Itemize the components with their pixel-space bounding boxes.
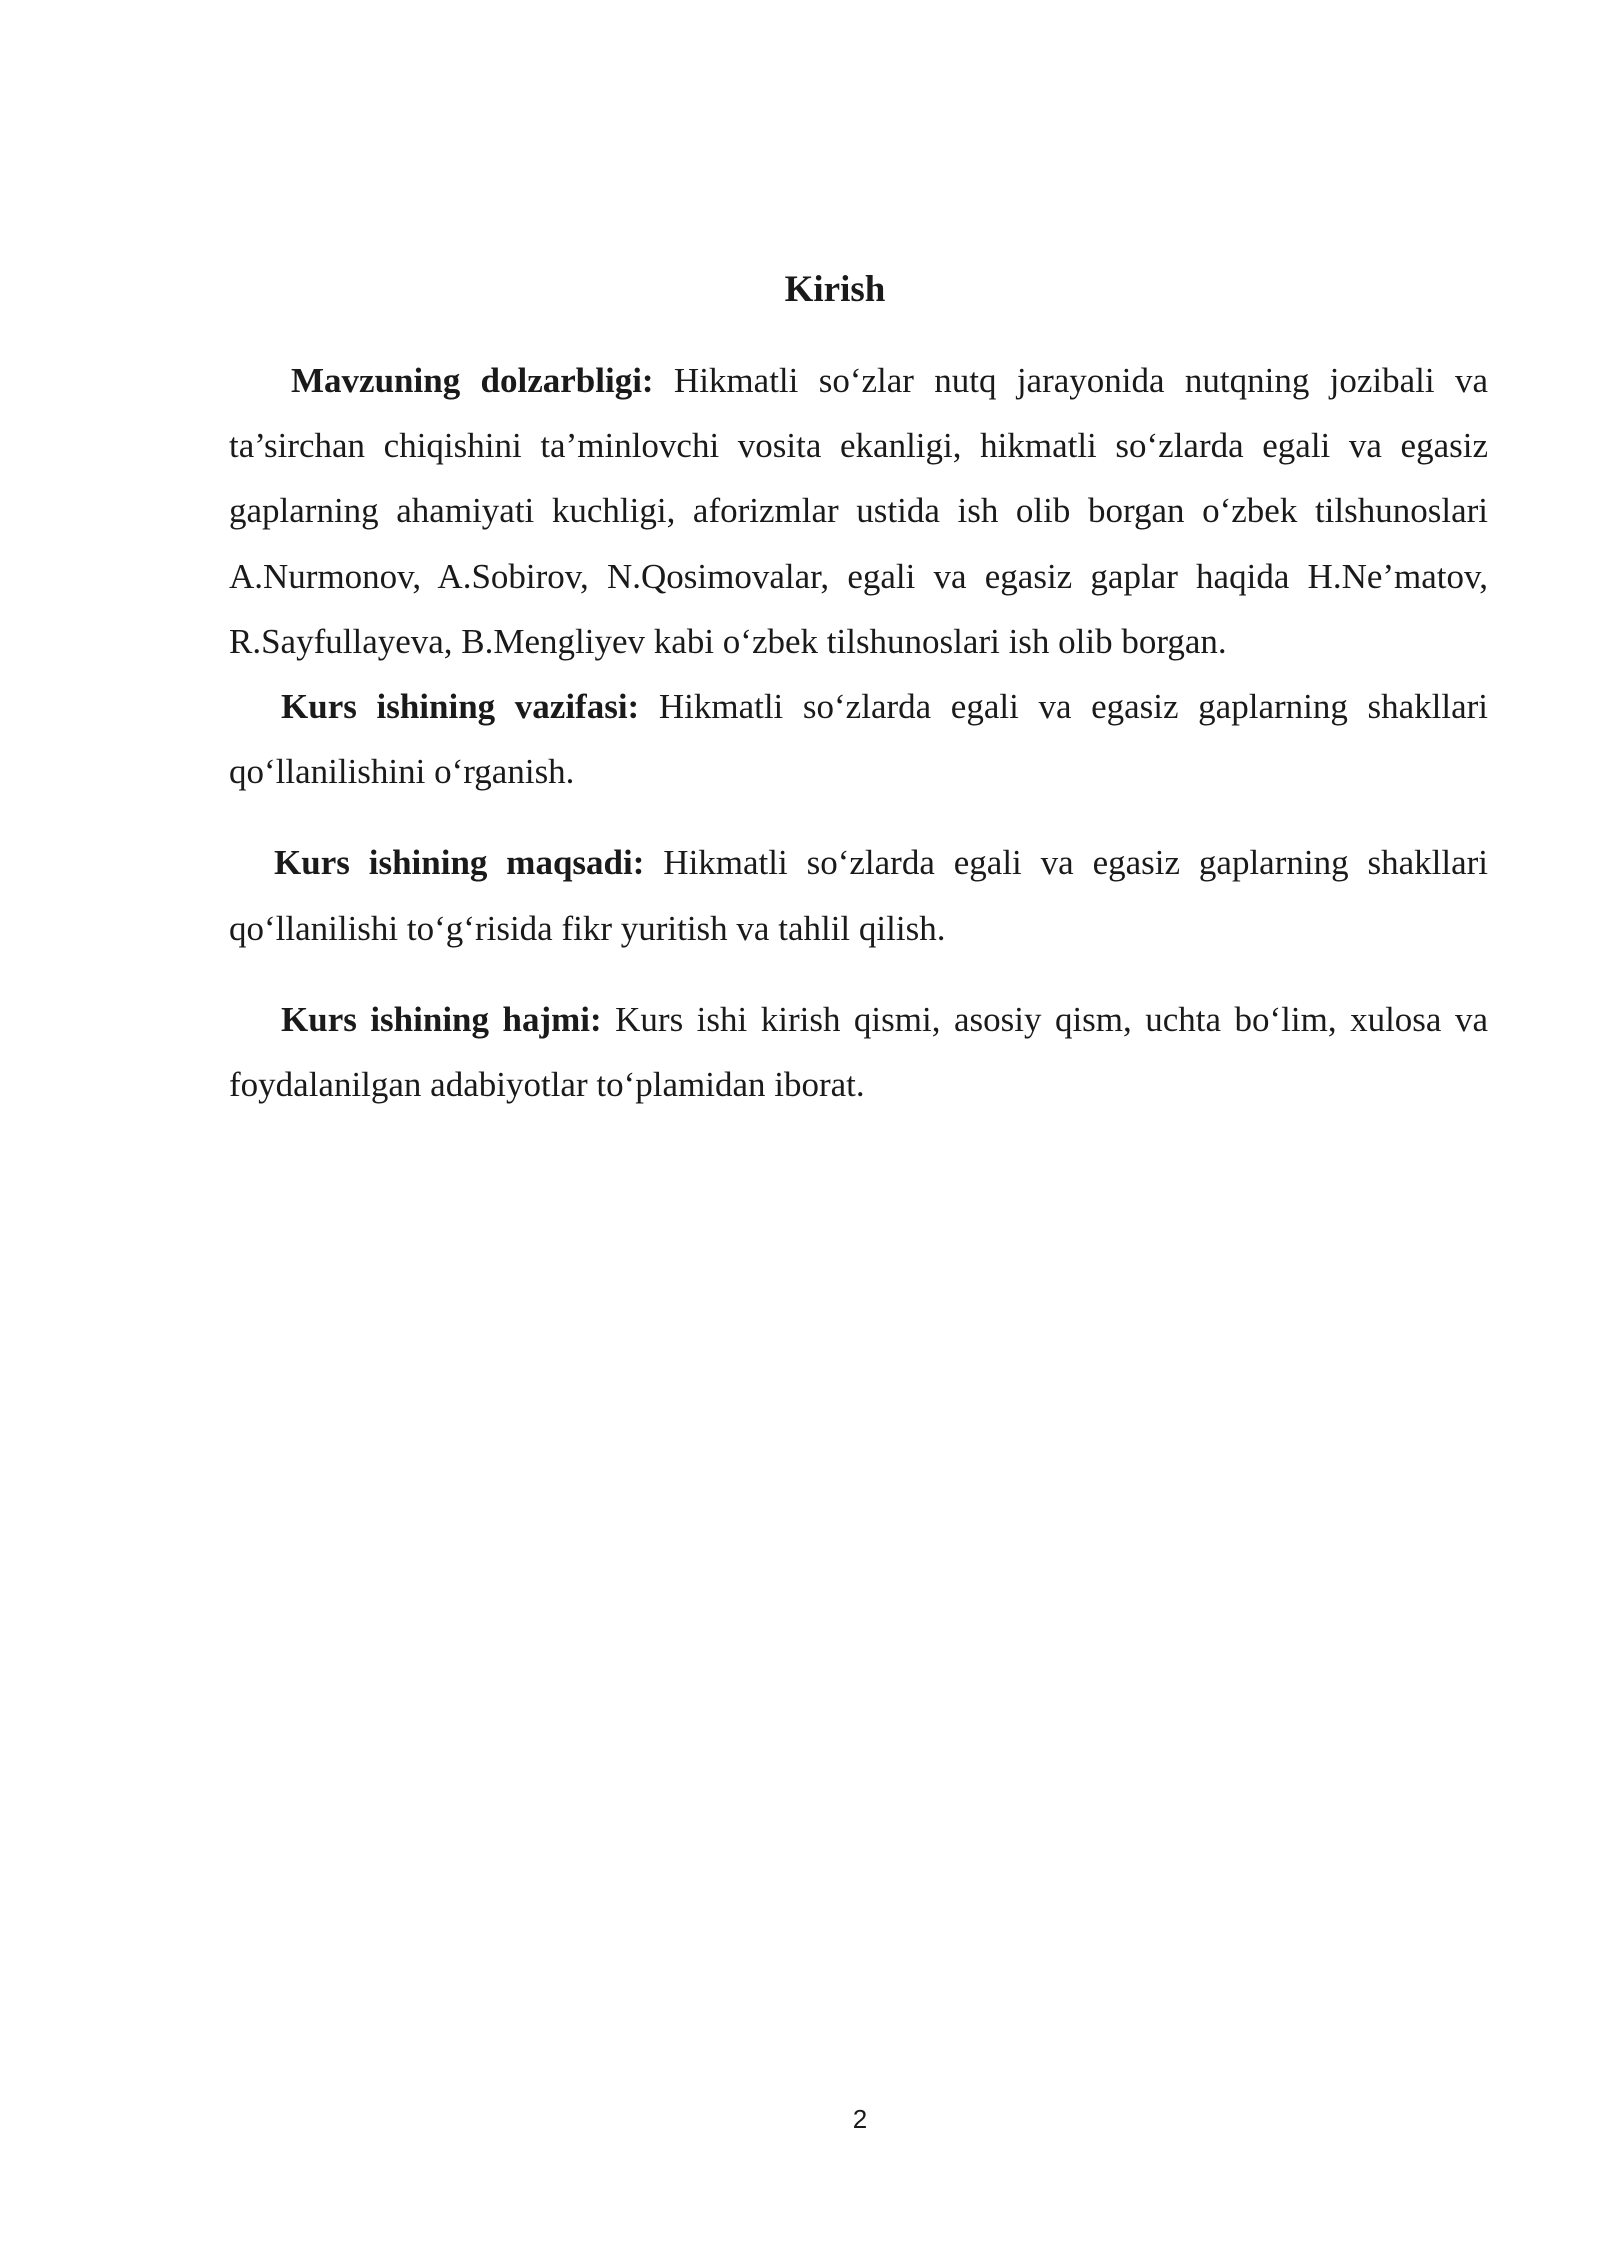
paragraph-volume [229,987,1488,1117]
page-number: 2 [852,2104,868,2134]
paragraph-task [229,674,1488,804]
page-title: Kirish [784,269,886,310]
paragraph-heading: Kurs ishining vazifasi: [281,687,640,727]
paragraph-heading: Mavzuning dolzarbligi: [291,361,654,400]
paragraph-text: Hikmatli so‘zlarda egali va egasiz gaplarning shakllari qo‘llanilishini o‘rganish. [229,687,1488,792]
paragraph-heading: Kurs ishining hajmi: [281,999,602,1039]
paragraph-relevance [229,348,1488,674]
paragraph-goal [229,830,1488,960]
paragraph-heading: Kurs ishining maqsadi: [274,843,645,883]
paragraph-text: Hikmatli so‘zlar nutq jarayonida nutqning jozibali va ta’sirchan chiqishini ta’minlovchi vosita ekanligi, hikmatli so‘zlarda egali va egasiz gaplarning ahamiyati kuchligi, aforizmlar ustida ish olib borgan o‘zbek tilshunoslari A.Nurmonov, A.Sobirov, N.Qosimovalar, egali va egasiz gaplar haqida H.Ne’matov, R.Sayfullayeva, B.Mengliyev kabi o‘zbek tilshunoslari ish olib borgan. [229,361,1488,661]
paragraph-text: Hikmatli so‘zlarda egali va egasiz gaplarning shakllari qo‘llanilishi to‘g‘risida fikr yuritish va tahlil qilish. [229,843,1488,948]
paragraph-text: Kurs ishi kirish qismi, asosiy qism, uchta bo‘lim, xulosa va foydalanilgan adabiyotlar to‘plamidan iborat. [229,999,1488,1105]
document-body [229,348,1488,1117]
